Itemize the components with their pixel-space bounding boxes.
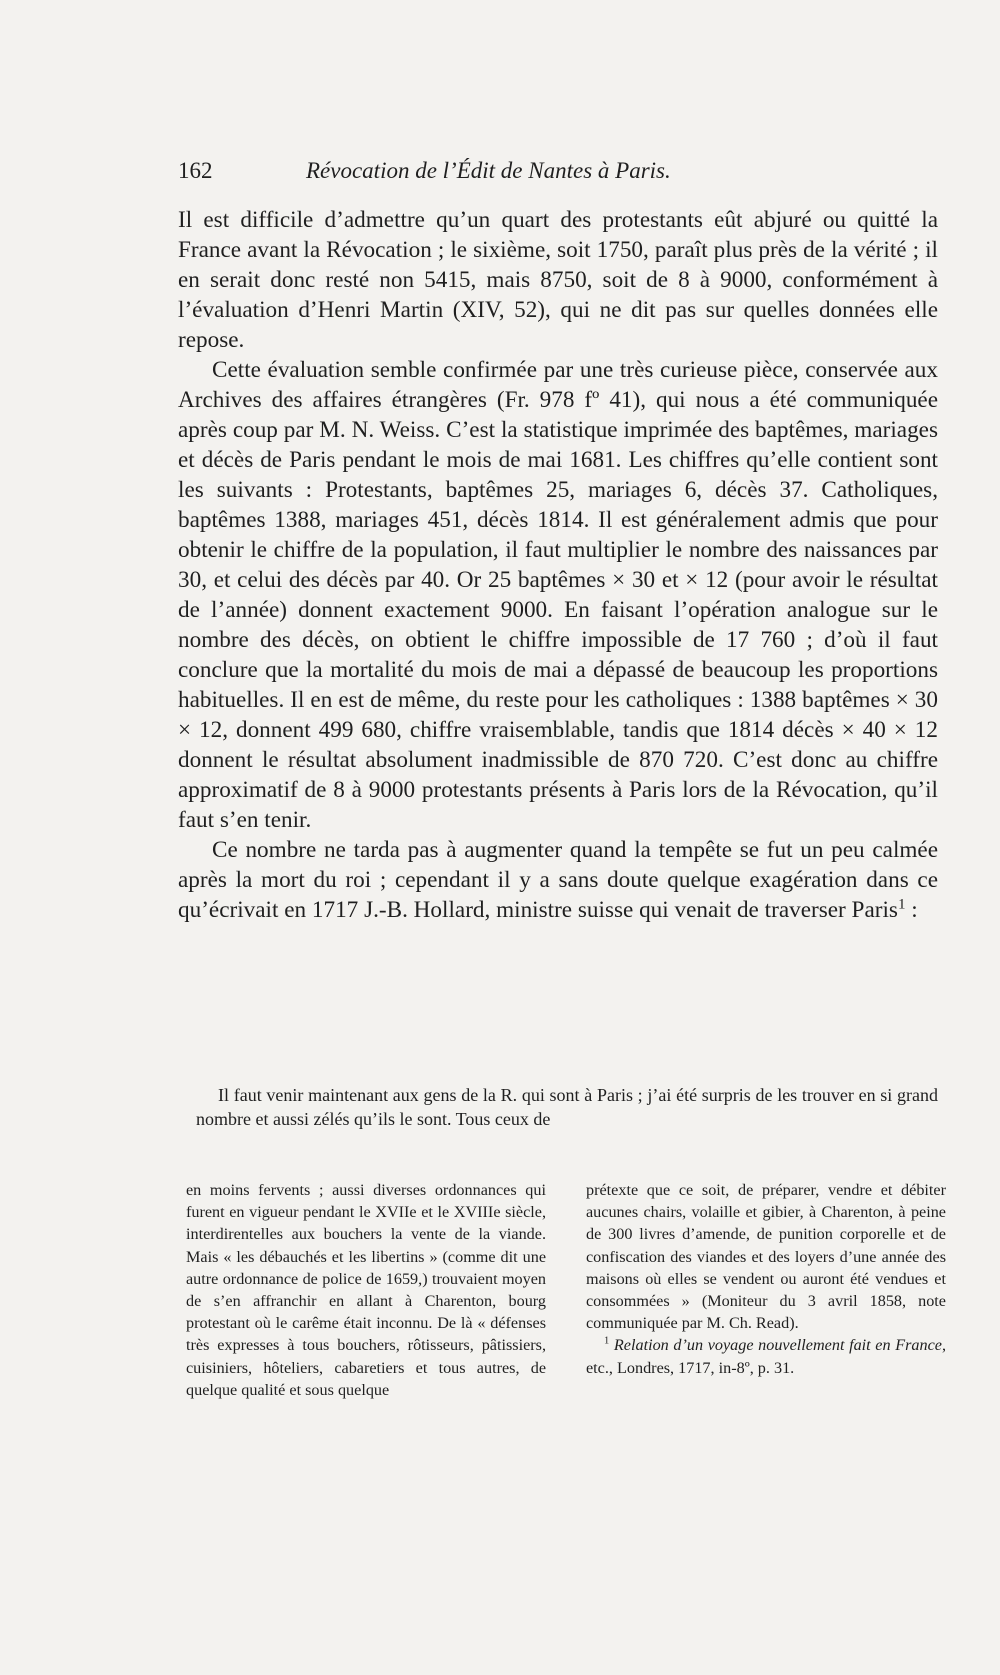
paragraph-1: Il est difficile d’admettre qu’un quart des protestants eût abjuré ou quitté la France avant la Révocation ; le sixième, soit 1750, paraît plus près de la vérité ; il en serait donc resté non 5415, mais 8750, soit de 8 à 9000, conformément à l’évaluation d’Henri Martin (XIV, 52), qui ne dit pas sur quelles données elle repose. [178,207,938,353]
running-title: Révocation de l’Édit de Nantes à Paris. [306,158,671,183]
footnote-reference: 1 [897,896,906,913]
footnote-1-rest: , etc., Londres, 1717, in-8º, p. 31. [586,1336,947,1377]
footnote-left-text: en moins fervents ; aussi diverses ordonnances qui furent en vigueur pendant le XVIIe et le XVIIIe siècle, interdirentelles aux bouchers la vente de la viande. Mais « les débauchés et les libertins » (comme dit une autre ordonnance de police de 1659,) trouvaient moyen de s’en affranchir en allant à Charenton, bourg protestant où le carême était inconnu. De là « défenses très expresses à tous bouchers, rôtisseurs, pâtissiers, cuisiniers, hôteliers, cabaretiers et tous autres, de quelque qualité et sous quelque [186,1181,546,1399]
footnote-right-column [586,1179,946,1379]
main-text [178,205,938,925]
paragraph-3-end: : [905,897,918,923]
footnote-1-marker: 1 [604,1336,610,1348]
page-header [178,158,938,198]
paragraph-3 [178,835,938,925]
footnote-1 [586,1334,946,1378]
block-quote [196,1083,938,1131]
quote-text: Il faut venir maintenant aux gens de la R. qui sont à Paris ; j’ai été surpris de les trouver en si grand nombre et aussi zélés qu’ils le sont. Tous ceux de [196,1085,938,1129]
footnote-left-column [186,1179,546,1401]
paragraph-2: Cette évaluation semble confirmée par une très curieuse pièce, conservée aux Archives des affaires étrangères (Fr. 978 fº 41), qui nous a été communiquée après coup par M. N. Weiss. C’est la statistique imprimée des baptêmes, mariages et décès de Paris pendant le mois de mai 1681. Les chiffres qu’elle contient sont les suivants : Protestants, baptêmes 25, mariages 6, décès 37. Catholiques, baptêmes 1388, mariages 451, décès 1814. Il est généralement admis que pour obtenir le chiffre de la population, il faut multiplier le nombre des naissances par 30, et celui des décès par 40. Or 25 baptêmes × 30 et × 12 (pour avoir le résultat de l’année) donnent exactement 9000. En faisant l’opération analogue sur le nombre des décès, on obtient le chiffre impossible de 17 760 ; d’où il faut conclure que la mortalité du mois de mai a dépassé de beaucoup les proportions habituelles. Il en est de même, du reste pour les catholiques : 1388 baptêmes × 30 × 12, donnent 499 680, chiffre vraisemblable, tandis que 1814 décès × 40 × 12 donnent le résultat absolument inadmissible de 870 720. C’est donc au chiffre approximatif de 8 à 9000 protestants présents à Paris lors de la Révocation, qu’il faut s’en tenir. [178,357,938,833]
footnote-1-title: Relation d’un voyage nouvellement fait en France [613,1336,942,1355]
paragraph-3-text: Ce nombre ne tarda pas à augmenter quand la tempête se fut un peu calmée après la mort du roi ; cependant il y a sans doute quelque exagération dans ce qu’écrivait en 1717 J.-B. Hollard, ministre suisse qui venait de traverser Paris [178,837,938,923]
footnote-right-text: prétexte que ce soit, de préparer, vendre et débiter aucunes chairs, volaille et gibier, à Charenton, à peine de 300 livres d’amende, de punition corporelle et de confiscation des viandes et des loyers d’une année des maisons où elles se vendent ou auront été vendues et consommées » (Moniteur du 3 avril 1858, note communiquée par M. Ch. Read). [586,1181,946,1333]
page-number: 162 [178,158,213,183]
